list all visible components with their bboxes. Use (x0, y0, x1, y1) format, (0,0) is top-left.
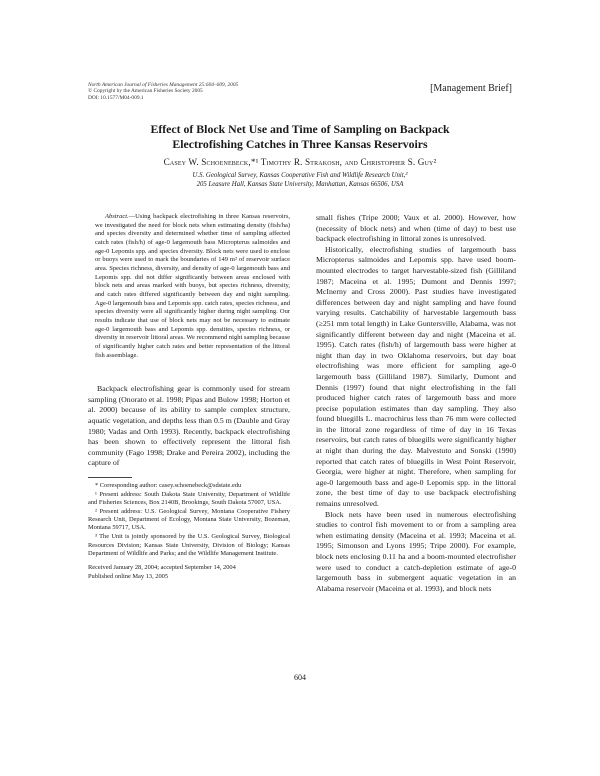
copyright-line: © Copyright by the American Fisheries Society 2005 (88, 88, 203, 95)
affiliation (80, 171, 520, 190)
body-paragraph: Historically, electrofishing studies of largemouth bass Micropterus salmoides and Lepomis spp. have used boom-mounted electrodes to target harvestable-sized fish (Gilliland 1987; Maceina et al. 1995; Dumont and Dennis 1997; McInerny and Cross 2000). Past studies have investigated differences between day and night sampling and have found varying results. Catchability of harvestable largemouth bass (≥251 mm total length) in Lake Guntersville, Alabama, was not significantly different between day and night (Maceina et al. 1995). Catch rates (fish/h) of largemouth bass were higher at night than day in two Oklahoma reservoirs, but day boat electrofishing was more efficient for sampling age-0 largemouth bass (Gilliland 1987). Similarly, Dumont and Dennis (1997) found that night electrofishing in the fall produced higher catch rates of largemouth bass and more precise population estimates than day sampling. They also found bluegills L. macrochirus less than 76 mm were collected in the littoral zone regardless of time of day in 16 Texas reservoirs, but catch rates of bluegills were significantly higher at night than during the day. Malvestuto and Sonski (1990) reported that catch rates of bluegills in West Point Reservoir, Georgia, were higher at night. Therefore, when sampling for age-0 largemouth bass and age-0 Lepomis spp. in the littoral zone, the best time of day to use backpack electrofishing remains unresolved. (316, 244, 516, 509)
footnote-2: ² Present address: U.S. Geological Survey, Montana Cooperative Fishery Research Unit, Department of Ecology, Montana State University, Bozeman, Montana 59717, USA. (88, 508, 290, 532)
right-column (316, 213, 516, 594)
footnote-divider (88, 477, 132, 478)
footnote-1: ¹ Present address: South Dakota State University, Department of Wildlife and Fisheries Sciences, Box 2140B, Brookings, South Dakota 57007, USA. (88, 491, 290, 507)
body-paragraph: Block nets have been used in numerous electrofishing studies to control fish movement to or from a sampling area when estimating density (Maceina et al. 1993; Maceina et al. 1995; Simonson and Lyons 1995; Tripe 2000). For example, block nets enclosing 0.11 ha and a boom-mounted electrofisher were used to conduct a catch-depletion estimate of age-0 largemouth bass in submergent aquatic vegetation in an Alabama reservoir (Maceina et al. 1993), and block nets (316, 509, 516, 593)
title-line: Electrofishing Catches in Three Kansas Reservoirs (172, 137, 428, 151)
doi-line: DOI: 10.1577/M04-009.1 (88, 94, 144, 101)
abstract-lead: Abstract. (105, 213, 129, 220)
journal-citation: North American Journal of Fisheries Management 25:604–609, 2005 (88, 82, 239, 88)
footnote-3: ³ The Unit is jointly sponsored by the U.S. Geological Survey, Biological Resources Division; Kansas State University, Division of Biology; Kansas Department of Wildlife and Parks; and the Wildlife Management Institute. (88, 533, 290, 557)
affiliation-line: U.S. Geological Survey, Kansas Cooperative Fish and Wildlife Research Unit,³ (192, 172, 408, 179)
received-date: Received January 28, 2004; accepted September 14, 2004 (88, 563, 236, 571)
page-number: 604 (294, 673, 306, 682)
footnote-corresponding: * Corresponding author: casey.schoenebeck@sdstate.edu (95, 481, 242, 489)
section-label: [Management Brief] (430, 83, 512, 94)
author-list: Casey W. Schoenebeck,*¹ Timothy R. Strakosh, and Christopher S. Guy² (163, 157, 437, 167)
published-date: Published online May 13, 2005 (88, 572, 169, 580)
affiliation-line: 205 Leasure Hall, Kansas State University, Manhattan, Kansas 66506, USA (196, 181, 404, 189)
title-line: Effect of Block Net Use and Time of Sampling on Backpack (150, 122, 450, 136)
abstract-text: —Using backpack electrofishing in three Kansas reservoirs, we investigated the need for block nets when estimating density (fish/ha) and species diversity and determined whether time of sampling affected catch rates (fish/h) of age-0 largemouth bass Micropterus salmoides and age-0 Lepomis spp. and species diversity. Block nets were used to enclose or buoys were used to mark the boundaries of 149 m² of reservoir surface area. Species richness, diversity, and density of age-0 largemouth bass and Lepomis spp. did not differ significantly between areas enclosed with block nets and areas marked with buoys, but species richness, diversity, and catch rates differed significantly between day and night sampling. Age-0 largemouth bass and Lepomis spp. catch rates, species richness, and species diversity were all significantly higher during night sampling. Our results indicate that use of block nets may not be necessary to estimate age-0 largemouth bass and Lepomis spp. densities, species richness, or diversity in reservoir littoral areas. We recommend night sampling because of significantly higher catch rates and better representation of the littoral fish assemblage. (95, 213, 290, 359)
journal-header (88, 82, 388, 101)
intro-paragraph: Backpack electrofishing gear is commonly used for stream sampling (Onorato et al. 1998; Pipas and Bulow 1998; Horton et al. 2000) because of its ability to sample complex structure, aquatic vegetation, and depths less than 0.5 m (Dauble and Gray 1980; Vadas and Orth 1993). Recently, backpack electrofishing has been shown to effectively represent the littoral fish community (Fago 1998; Drake and Pereira 2002), including the capture of (88, 384, 290, 468)
abstract (88, 213, 290, 360)
article-title (100, 122, 500, 152)
left-column (88, 213, 290, 582)
body-paragraph: small fishes (Tripe 2000; Vaux et al. 2000). However, how (necessity of block nets) and when (time of day) to best use backpack electrofishing in littoral zones is unresolved. (316, 213, 516, 244)
